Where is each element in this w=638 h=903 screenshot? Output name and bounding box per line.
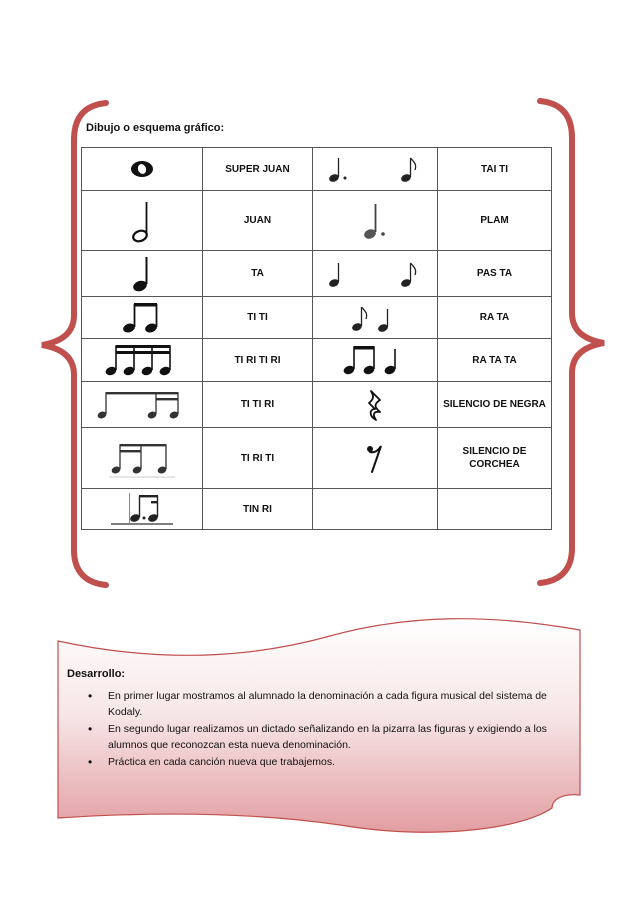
eighth-two-sixteenths-icon xyxy=(82,382,203,428)
table-row xyxy=(82,428,552,489)
list-item: • Práctica en cada canción nueva que trabajemos. xyxy=(88,754,558,770)
two-eighths-quarter-icon xyxy=(313,339,438,382)
figure-label: TA xyxy=(203,251,313,297)
list-item: • En primer lugar mostramos al alumnado la denominación a cada figura musical del sistema de Kodaly. xyxy=(88,688,558,720)
table-row xyxy=(82,297,552,339)
figure-label: PAS TA xyxy=(438,251,552,297)
empty-cell xyxy=(438,489,552,530)
figure-label: TI RI TI xyxy=(203,428,313,489)
table-row xyxy=(82,339,552,382)
two-eighths-icon xyxy=(82,297,203,339)
dotted-eighth-sixteenth-icon xyxy=(82,489,203,530)
half-note-icon xyxy=(82,191,203,251)
table-row xyxy=(82,191,552,251)
figure-label: SUPER JUAN xyxy=(203,148,313,191)
figures-table xyxy=(81,147,552,530)
figure-label: TAI TI xyxy=(438,148,552,191)
table-row xyxy=(82,382,552,428)
figure-label: RA TA TA xyxy=(438,339,552,382)
figure-label: SILENCIO DE NEGRA xyxy=(438,382,552,428)
table-row xyxy=(82,489,552,530)
figure-label: SILENCIO DE CORCHEA xyxy=(438,428,552,489)
development-title: Desarrollo: xyxy=(67,668,126,680)
figure-label: TI TI RI xyxy=(203,382,313,428)
section-title: Dibujo o esquema gráfico: xyxy=(86,122,225,134)
two-sixteenths-eighth-icon xyxy=(82,428,203,489)
figure-label: TI RI TI RI xyxy=(203,339,313,382)
development-list xyxy=(88,688,558,771)
dotted-quarter-eighth-icon xyxy=(313,148,438,191)
figure-label: JUAN xyxy=(203,191,313,251)
list-item: • En segundo lugar realizamos un dictado señalizando en la pizarra las figuras y exigiendo a los alumnos que reconozcan esta nueva denominación. xyxy=(88,721,558,753)
figure-label: RA TA xyxy=(438,297,552,339)
figure-label: TIN RI xyxy=(203,489,313,530)
quarter-eighth-icon xyxy=(313,251,438,297)
table-row xyxy=(82,148,552,191)
empty-cell xyxy=(313,489,438,530)
figure-label: TI TI xyxy=(203,297,313,339)
eighth-quarter-icon xyxy=(313,297,438,339)
table-row xyxy=(82,251,552,297)
whole-note-icon xyxy=(82,148,203,191)
eighth-rest-icon xyxy=(313,428,438,489)
quarter-note-icon xyxy=(82,251,203,297)
dotted-half-note-icon xyxy=(313,191,438,251)
quarter-rest-icon xyxy=(313,382,438,428)
figure-label: PLAM xyxy=(438,191,552,251)
four-sixteenths-icon xyxy=(82,339,203,382)
